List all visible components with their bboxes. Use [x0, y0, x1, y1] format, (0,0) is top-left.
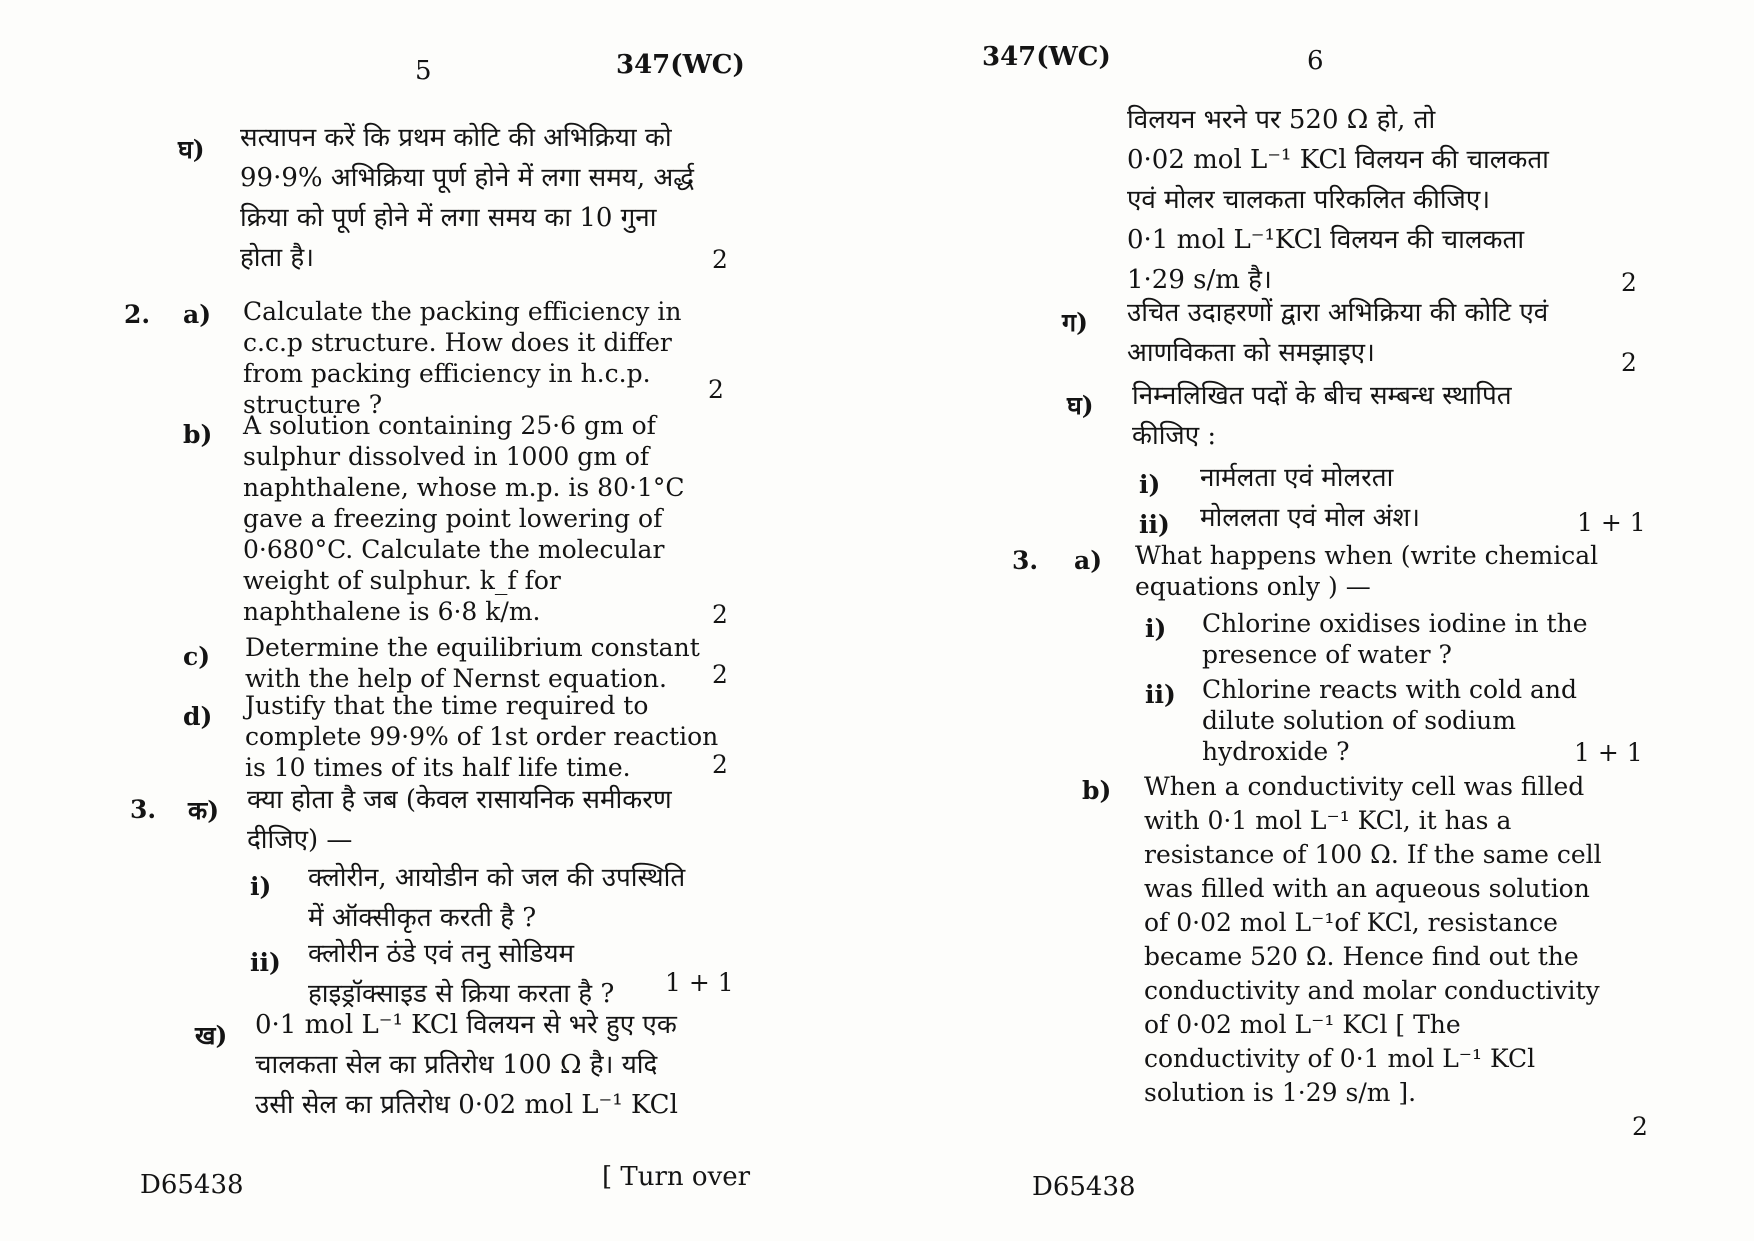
question-label: क): [188, 796, 220, 825]
question-text: 0·1 mol L⁻¹ KCl विलयन से भरे हुए एक चालकता सेल का प्रतिरोध 100 Ω है। यदि उसी सेल का प्रतिरोध 0·02 mol L⁻¹ KCl: [255, 1010, 678, 1120]
question-text: Chlorine oxidises iodine in the presence of water ?: [1202, 609, 1588, 669]
question-text: नार्मलता एवं मोलरता: [1200, 463, 1394, 493]
question-label: ग): [1062, 308, 1088, 337]
page-number: 5: [415, 56, 432, 86]
turn-over-note: [ Turn over: [602, 1162, 751, 1192]
marks: 2: [1621, 348, 1637, 377]
marks: 2: [712, 660, 728, 689]
marks: 1 + 1: [1577, 508, 1646, 537]
marks: 1 + 1: [665, 968, 734, 997]
question-label: d): [183, 702, 213, 731]
question-label: a): [1074, 546, 1103, 575]
question-label: घ): [178, 135, 205, 164]
question-label: c): [183, 642, 211, 671]
sub-label: ii): [1139, 510, 1170, 539]
marks: 1 + 1: [1574, 738, 1643, 767]
question-text: Calculate the packing efficiency in c.c.p structure. How does it differ from packing efficiency in h.c.p. structure ?: [243, 297, 682, 419]
right-page: [877, 0, 1754, 1241]
page-number: 6: [1307, 46, 1324, 76]
paper-code-header: 347(WC): [982, 42, 1111, 72]
question-number: 3.: [1012, 546, 1039, 575]
question-text: विलयन भरने पर 520 Ω हो, तो 0·02 mol L⁻¹ KCl विलयन की चालकता एवं मोलर चालकता परिकलित कीजिए। 0·1 mol L⁻¹KCl विलयन की चालकता 1·29 s/m है।: [1127, 105, 1549, 295]
sub-label: i): [1139, 470, 1161, 499]
question-text: सत्यापन करें कि प्रथम कोटि की अभिक्रिया को 99·9% अभिक्रिया पूर्ण होने में लगा समय, अर्द्ध क्रिया को पूर्ण होने में लगा समय का 10 गुना होता है।: [240, 123, 695, 273]
question-text: Justify that the time required to complete 99·9% of 1st order reaction is 10 times of its half life time.: [245, 691, 719, 782]
question-text: क्या होता है जब (केवल रासायनिक समीकरण दीजिए) —: [247, 785, 672, 855]
paper-id-footer: D65438: [140, 1170, 244, 1200]
marks: 2: [712, 600, 728, 629]
question-number: 2.: [124, 300, 151, 329]
question-label: a): [183, 300, 212, 329]
marks: 2: [1632, 1112, 1648, 1141]
question-text: निम्नलिखित पदों के बीच सम्बन्ध स्थापित कीजिए :: [1132, 381, 1512, 451]
question-number: 3.: [130, 795, 157, 824]
question-label: b): [183, 420, 213, 449]
sub-label: i): [250, 872, 272, 901]
paper-code-header: 347(WC): [616, 50, 745, 80]
question-label: घ): [1067, 391, 1094, 420]
sub-label: i): [1145, 614, 1167, 643]
question-text: What happens when (write chemical equations only ) —: [1135, 541, 1599, 601]
question-text: When a conductivity cell was filled with 0·1 mol L⁻¹ KCl, it has a resistance of 100 Ω. If the same cell was filled with an aqueous solution of 0·02 mol L⁻¹of KCl, resistance became 520 Ω. Hence find out the conductivity and molar conductivity of 0·02 mol L⁻¹ KCl [ The conductivity of 0·1 mol L⁻¹ KCl solution is 1·29 s/m ].: [1144, 772, 1602, 1107]
question-text: उचित उदाहरणों द्वारा अभिक्रिया की कोटि एवं आणविकता को समझाइए।: [1127, 298, 1549, 368]
marks: 2: [1621, 268, 1637, 297]
marks: 2: [708, 375, 724, 404]
question-label: b): [1082, 776, 1112, 805]
question-text: क्लोरीन, आयोडीन को जल की उपस्थिति में ऑक्सीकृत करती है ?: [308, 863, 686, 933]
question-text: Determine the equilibrium constant with the help of Nernst equation.: [245, 633, 700, 693]
sub-label: ii): [250, 948, 281, 977]
sub-label: ii): [1145, 680, 1176, 709]
question-text: A solution containing 25·6 gm of sulphur dissolved in 1000 gm of naphthalene, whose m.p. is 80·1°C gave a freezing point lowering of 0·680°C. Calculate the molecular weight of sulphur. k_f for naphthalene is 6·8 k/m.: [243, 411, 685, 626]
question-label: ख): [195, 1021, 228, 1050]
question-text: क्लोरीन ठंडे एवं तनु सोडियम हाइड्रॉक्साइड से क्रिया करता है ?: [308, 939, 615, 1009]
marks: 2: [712, 750, 728, 779]
question-text: मोललता एवं मोल अंश।: [1200, 503, 1421, 533]
paper-id-footer: D65438: [1032, 1172, 1136, 1202]
marks: 2: [712, 245, 728, 274]
question-text: Chlorine reacts with cold and dilute solution of sodium hydroxide ?: [1202, 675, 1578, 766]
